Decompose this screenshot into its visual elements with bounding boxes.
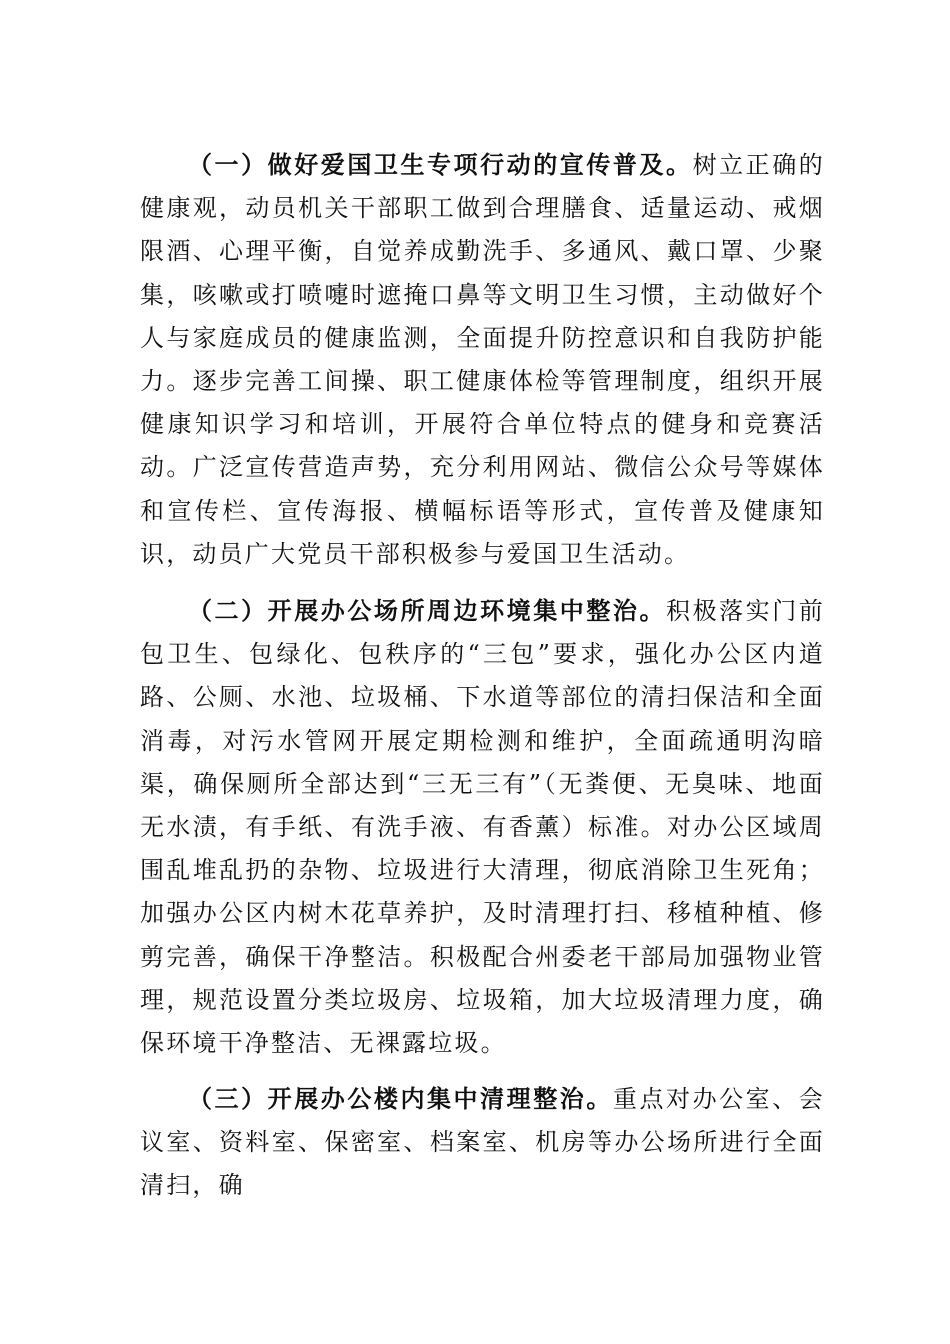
paragraph-2-heading: （二）开展办公场所周边环境集中整治。	[188, 596, 667, 625]
paragraph-1-text	[140, 143, 825, 576]
paragraph-1-heading: （一）做好爱国卫生专项行动的宣传普及。	[188, 150, 693, 179]
paragraph-1	[140, 143, 825, 576]
paragraph-2-body: 积极落实门前包卫生、包绿化、包秩序的“三包”要求，强化办公区内道路、公厕、水池、垃圾桶、下水道等部位的清扫保洁和全面消毒，对污水管网开展定期检测和维护，全面疏通明沟暗渠，确保厕所全部达到“三无三有”（无粪便、无臭味、地面无水渍，有手纸、有洗手液、有香薰）标准。对办公区域周围乱堆乱扔的杂物、垃圾进行大清理，彻底消除卫生死角；加强办公区内树木花草养护，及时清理打扫、移植种植、修剪完善，确保干净整洁。积极配合州委老干部局加强物业管理，规范设置分类垃圾房、垃圾箱，加大垃圾清理力度，确保环境干净整洁、无裸露垃圾。	[140, 597, 825, 1058]
paragraph-2-text	[140, 589, 825, 1065]
paragraph-3	[140, 1077, 825, 1208]
paragraph-3-body: 重点对办公室、会议室、资料室、保密室、档案室、机房等办公场所进行全面清扫，确	[140, 1085, 825, 1200]
paragraph-2	[140, 589, 825, 1065]
paragraph-3-text	[140, 1077, 825, 1208]
paragraph-1-body: 树立正确的健康观，动员机关干部职工做到合理膳食、适量运动、戒烟限酒、心理平衡，自觉养成勤洗手、多通风、戴口罩、少聚集，咳嗽或打喷嚏时遮掩口鼻等文明卫生习惯，主动做好个人与家庭成员的健康监测，全面提升防控意识和自我防护能力。逐步完善工间操、职工健康体检等管理制度，组织开展健康知识学习和培训，开展符合单位特点的健身和竞赛活动。广泛宣传营造声势，充分利用网站、微信公众号等媒体和宣传栏、宣传海报、横幅标语等形式，宣传普及健康知识，动员广大党员干部积极参与爱国卫生活动。	[140, 151, 825, 568]
paragraph-3-heading: （三）开展办公楼内集中清理整治。	[188, 1084, 613, 1113]
